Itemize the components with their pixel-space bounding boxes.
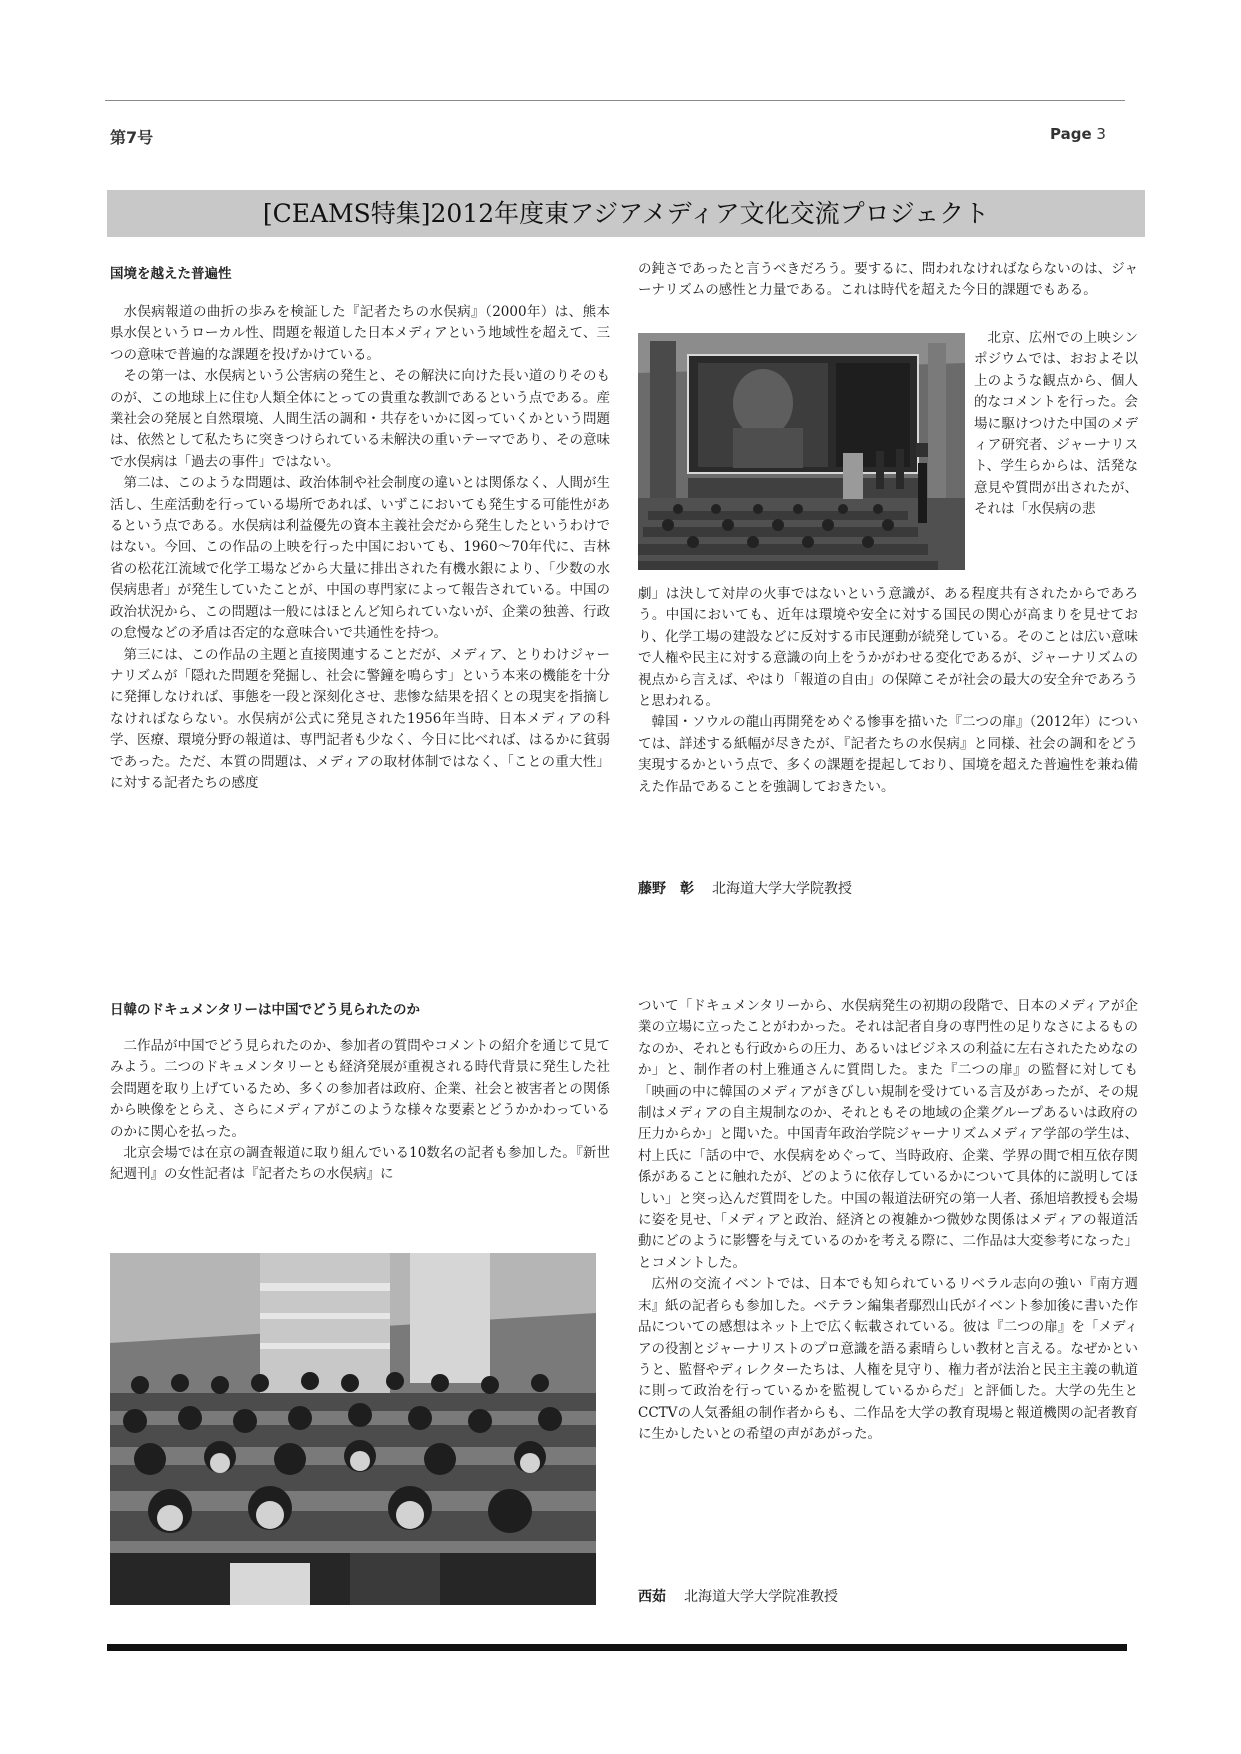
paragraph: 広州の交流イベントでは、日本でも知られているリベラル志向の強い『南方週末』紙の記者らも参加した。ベテラン編集者鄢烈山氏がイベント参加後に書いた作品についての感想はネット上で広く転載されている。彼は『二つの扉』を「メディアの役割とジャーナリストのプロ意識を語る素晴らしい教材と言える。なぜかというと、監督やディレクターたちは、人権を見守り、権力者が法治と民主主義の軌道に則って政治を行っているかを監視しているからだ」と評価した。大学の先生とCCTVの人気番組の制作者からも、二作品を大学の教育現場と報道機関の記者教育に生かしたいとの希望の声があがった。	[638, 1276, 1138, 1443]
paragraph: の鈍さであったと言うべきだろう。要するに、問われなければならないのは、ジャーナリズムの感性と力量である。これは時代を超えた今日的課題でもある。	[638, 261, 1138, 299]
article1-author	[638, 878, 852, 898]
article1-column-left	[110, 302, 610, 927]
article2-heading: 日韓のドキュメンタリーは中国でどう見られたのか	[110, 1002, 420, 1018]
audience-photo-image	[110, 1253, 596, 1605]
author-title: 北海道大学大学院教授	[712, 881, 852, 897]
article1-heading: 国境を越えた普遍性	[110, 266, 232, 282]
screening-photo	[638, 333, 965, 570]
paragraph: その第一は、水俣病という公害病の発生と、その解決に向けた長い道のりそのものが、この地球上に住む人類全体にとっての貴重な教訓であるという点である。産業社会の発展と自然環境、人間生活の調和・共存をいかに図っていくかという問題は、依然として私たちに突きつけられている未解決の重いテーマであり、その意味で水俣病は「過去の事件」ではない。	[110, 368, 610, 470]
paragraph: ついて「ドキュメンタリーから、水俣病発生の初期の段階で、日本のメディアが企業の立場に立ったことがわかった。それは記者自身の専門性の足りなさによるものなのか、それとも行政からの圧力、あるいはビジネスの利益に左右されたためなのか」と、制作者の村上雅通さんに質問した。また『二つの扉』の監督に対しても「映画の中に韓国のメディアがきびしい規制を受けている言及があったが、その規制はメディアの自主規制なのか、それともその地域の企業グループあるいは政府の圧力からか」と聞いた。中国青年政治学院ジャーナリズムメディア学部の学生は、村上氏に「話の中で、水俣病をめぐって、当時政府、企業、学界の間で相互依存関係があることに触れたが、どのように依存しているかについて具体的に説明してほしい」と突っ込んだ質問をした。中国の報道法研究の第一人者、孫旭培教授も会場に姿を見せ、「メディアと政治、経済との複雑かつ微妙な関係はメディアの報道活動にどのように影響を与えているのかを考える際に、二作品は大変参考になった」とコメントした。	[638, 998, 1138, 1271]
issue-number: 第7号	[110, 128, 154, 147]
article2-column-left	[110, 1036, 610, 1236]
article2-column-right	[638, 996, 1138, 1556]
article1-column-right-beside	[974, 328, 1138, 542]
article1-column-right-top	[638, 259, 1138, 325]
paragraph: 韓国・ソウルの龍山再開発をめぐる惨事を描いた『二つの扉』（2012年）については、詳述する紙幅が尽きたが、『記者たちの水俣病』と同様、社会の調和をどう実現するかという点で、多くの課題を提起しており、国境を超えた普遍性を兼ね備えた作品であることを強調しておきたい。	[638, 714, 1138, 795]
screening-photo-image	[638, 333, 965, 570]
author-title: 北海道大学大学院准教授	[684, 1589, 838, 1605]
paragraph: 二作品が中国でどう見られたのか、参加者の質問やコメントの紹介を通じて見てみよう。二つのドキュメンタリーとも経済発展が重視される時代背景に発生した社会問題を取り上げているため、多くの参加者は政府、企業、社会と被害者との関係から映像をとらえ、さらにメディアがこのような様々な要素とどうかかわっているのかに関心を払った。	[110, 1038, 610, 1140]
author-name: 藤野 彰	[638, 881, 694, 897]
author-name: 西茹	[638, 1589, 666, 1605]
paragraph: 水俣病報道の曲折の歩みを検証した『記者たちの水俣病』（2000年）は、熊本県水俣というローカル性、問題を報道した日本メディアという地域性を超えて、三つの意味で普遍的な課題を投げかけている。	[110, 304, 610, 363]
paragraph: 北京、広州での上映シンポジウムでは、おおよそ以上のような観点から、個人的なコメントを行った。会場に駆けつけた中国のメディア研究者、ジャーナリスト、学生らからは、活発な意見や質問が出されたが、それは「水俣病の悲	[974, 330, 1138, 518]
bottom-rule	[107, 1644, 1127, 1651]
article1-column-right-bottom	[638, 584, 1138, 849]
page-label: Page	[1050, 125, 1092, 143]
paragraph: 北京会場では在京の調査報道に取り組んでいる10数名の記者も参加した。『新世紀週刊』の女性記者は『記者たちの水俣病』に	[110, 1145, 610, 1183]
page-indicator	[1050, 125, 1106, 143]
banner-title: [CEAMS特集]2012年度東アジアメディア文化交流プロジェクト	[262, 199, 990, 228]
paragraph: 第三には、この作品の主題と直接関連することだが、メディア、とりわけジャーナリズムが「隠れた問題を発掘し、社会に警鐘を鳴らす」という本来の機能を十分に発揮しなければ、事態を一段と深刻化させ、悲惨な結果を招くとの現実を指摘しなければならない。水俣病が公式に発見された1956年当時、日本メディアの科学、医療、環境分野の報道は、専門記者も少なく、今日に比べれば、はるかに貧弱であった。ただ、本質の問題は、メディアの取材体制ではなく、「ことの重大性」に対する記者たちの感度	[110, 646, 610, 791]
paragraph: 劇」は決して対岸の火事ではないという意識が、ある程度共有されたからであろう。中国においても、近年は環境や安全に対する国民の関心が高まりを見せており、化学工場の建設などに反対する市民運動が続発している。そのことは広い意味で人権や民主に対する意識の向上をうかがわせる変化であるが、ジャーナリズムの視点から言えば、やはり「報道の自由」の保障こそが社会の最大の安全弁であろうと思われる。	[638, 586, 1138, 710]
paragraph: 第二は、このような問題は、政治体制や社会制度の違いとは関係なく、人間が生活し、生産活動を行っている場所であれば、いずこにおいても発生する可能性があるという点である。水俣病は利益優先の資本主義社会だから発生したというわけではない。今回、この作品の上映を行った中国においても、1960〜70年代に、吉林省の松花江流域で化学工場などから大量に排出された有機水銀により、「少数の水俣病患者」が発生していたことが、中国の専門家によって報告されている。中国の政治状況から、この問題は一般にはほとんど知られていないが、企業の独善、行政の怠慢などの矛盾は否定的な意味合いで共通性を持つ。	[110, 475, 610, 642]
page-number: 3	[1096, 125, 1106, 143]
top-rule	[105, 100, 1125, 101]
audience-photo	[110, 1253, 596, 1605]
article2-author	[638, 1586, 838, 1606]
